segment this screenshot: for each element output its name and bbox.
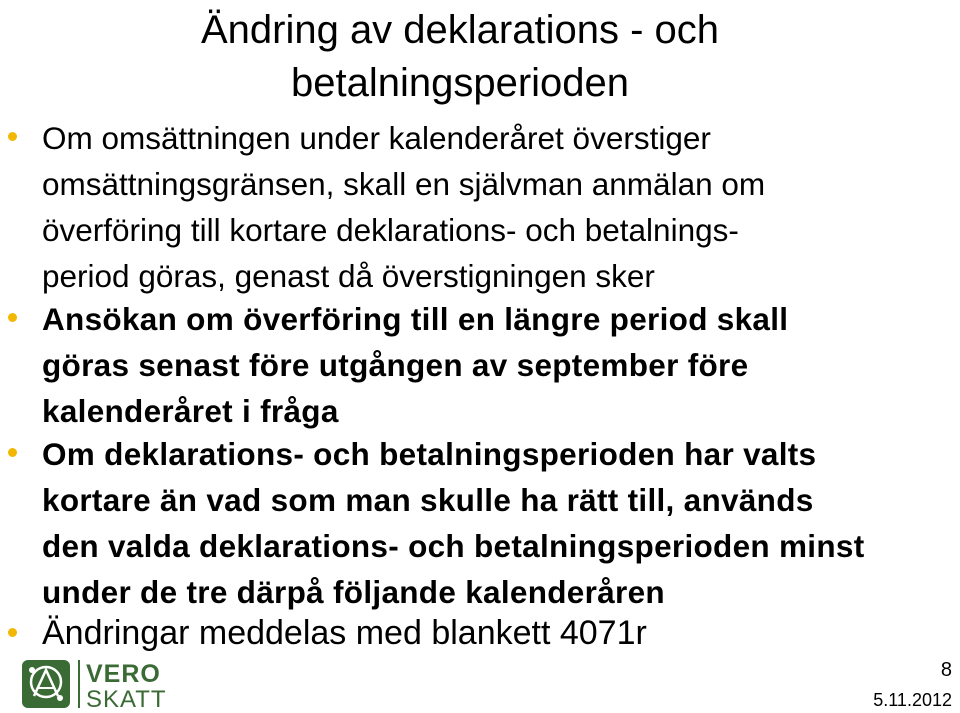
bullet-item-1 [42,115,960,299]
bullet-1-line-2: omsättningsgränsen, skall en självman anmälan om [42,166,766,202]
logo-word-skatt: SKATT [86,686,167,710]
bullet-3-line-2: kortare än vad som man skulle ha rätt till, används [42,482,814,518]
title-line-2: betalningsperioden [290,61,630,105]
bullet-item-3 [42,431,960,615]
bullet-item-4 [42,610,960,656]
bullet-3-line-1: Om deklarations- och betalningsperioden har valts [42,436,817,472]
bullet-dot-icon [8,313,17,322]
bullet-1-line-4: period göras, genast då överstigningen sker [42,258,655,294]
bullet-item-2 [42,296,960,434]
vero-skatt-emblem-icon [22,660,70,708]
bullet-dot-icon [8,448,17,457]
slide-date: 5.11.2012 [873,690,952,710]
title-line-1: Ändring av deklarations - och [200,8,720,52]
bullet-2-line-3: kalenderåret i fråga [42,393,339,429]
bullet-2-line-1: Ansökan om överföring till en längre period skall [42,301,789,337]
bullet-3-line-4: under de tre därpå följande kalenderåren [42,574,665,610]
bullet-dot-icon [8,628,17,637]
bullet-1-line-1: Om omsättningen under kalenderåret överstiger [42,120,711,156]
page-number: 8 [940,659,952,681]
slide-title [90,4,830,110]
logo-word-vero: VERO [86,660,161,688]
bullet-4-line-1: Ändringar meddelas med blankett 4071r [42,614,647,652]
bullet-1-line-3: överföring till kortare deklarations- och betalnings- [42,212,739,248]
bullet-dot-icon [8,132,17,141]
bullet-3-line-3: den valda deklarations- och betalningsperioden minst [42,528,865,564]
vero-skatt-logo-graphic [20,658,230,710]
bullet-2-line-2: göras senast före utgången av september före [42,347,749,383]
vero-skatt-logo [20,658,230,710]
